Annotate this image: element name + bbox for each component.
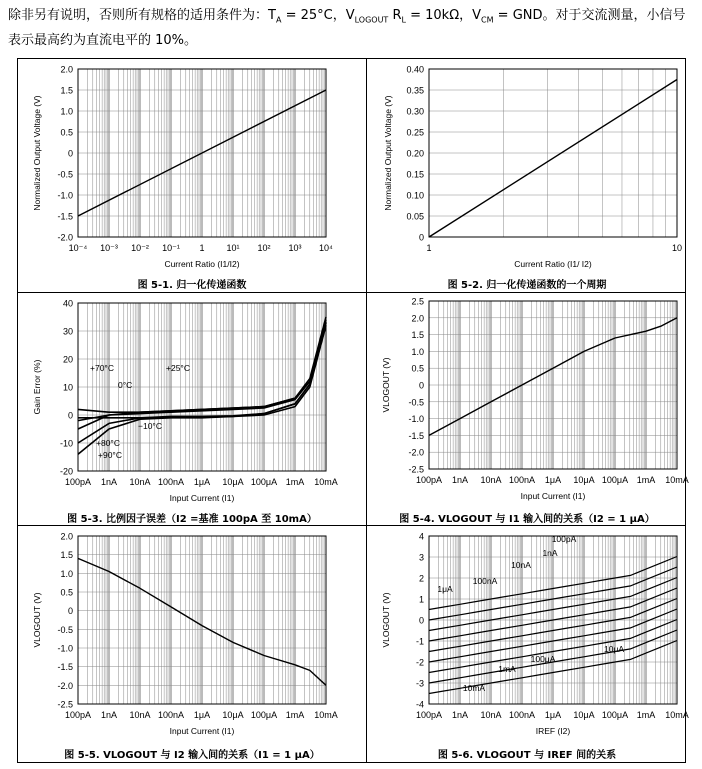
x-tick-label: 1mA [636, 710, 656, 720]
annotation-label: 0°C [118, 380, 133, 390]
y-tick-label: 1.0 [411, 346, 424, 357]
y-axis-label: Normalized Output Voltage (V) [32, 95, 42, 211]
annotation-label: 1mA [498, 664, 516, 674]
y-tick-label: -0.5 [408, 397, 424, 408]
x-tick-label: 10¹ [226, 243, 240, 253]
y-tick-label: -1.0 [57, 643, 73, 654]
y-tick-label: 0 [418, 615, 424, 626]
y-axis-label: Normalized Output Voltage (V) [383, 95, 393, 211]
y-tick-label: 0 [418, 232, 424, 243]
y-tick-label: -1.5 [57, 662, 73, 673]
x-tick-label: 10mA [665, 475, 689, 485]
y-tick-label: 0 [418, 380, 424, 391]
y-tick-label: -4 [415, 699, 424, 710]
chart-fig1 [18, 59, 366, 274]
annotation-label: 1nA [542, 548, 558, 558]
x-tick-label: 1 [426, 243, 432, 253]
y-tick-label: 0.30 [406, 106, 424, 117]
x-tick-label: 10nA [129, 477, 151, 487]
x-axis-label: Input Current (I1) [169, 726, 235, 736]
x-tick-label: 100nA [157, 477, 185, 487]
x-axis-label: Input Current (I1) [520, 491, 586, 501]
y-tick-label: 10 [62, 382, 73, 393]
chart-fig2 [367, 59, 687, 274]
annotation-label: +80°C [96, 438, 120, 448]
x-tick-label: 10⁻³ [100, 243, 118, 253]
x-tick-label: 10μA [222, 710, 244, 720]
annotation-label: 10μA [603, 644, 625, 654]
x-tick-label: 100nA [508, 475, 536, 485]
figure-3 [18, 293, 366, 525]
x-tick-label: 100pA [64, 477, 92, 487]
annotation-label: 100μA [530, 654, 556, 664]
caption-fig5: 图 5-5. VLOGOUT 与 I2 输入间的关系（I1 = 1 μA） [64, 750, 320, 761]
x-tick-label: 10 [671, 243, 683, 253]
y-axis-label: VLOGOUT (V) [381, 357, 391, 413]
x-tick-label: 10mA [314, 710, 338, 720]
x-tick-label: 10μA [573, 475, 595, 485]
x-tick-label: 100μA [250, 477, 278, 487]
x-tick-label: 1mA [285, 710, 305, 720]
y-axis-label: VLOGOUT (V) [32, 592, 42, 648]
x-tick-label: 10⁻¹ [162, 243, 180, 253]
y-tick-label: 0.5 [60, 587, 73, 598]
y-tick-label: 0 [67, 410, 73, 421]
y-tick-label: 0.20 [406, 148, 424, 159]
x-tick-label: 1μA [193, 477, 211, 487]
y-tick-label: 4 [418, 531, 424, 542]
x-tick-label: 1μA [544, 475, 562, 485]
y-tick-label: 2 [418, 573, 424, 584]
annotation-label: 100pA [551, 534, 577, 544]
x-tick-label: 10nA [480, 475, 502, 485]
y-tick-label: -3 [415, 678, 424, 689]
figure-1 [18, 59, 366, 292]
y-tick-label: 1.5 [411, 330, 424, 341]
figure-4 [367, 293, 687, 525]
x-tick-label: 100nA [508, 710, 536, 720]
y-tick-label: 1 [418, 594, 424, 605]
y-tick-label: -0.5 [57, 624, 73, 635]
annotation-label: 100nA [472, 576, 498, 586]
figure-6 [367, 526, 687, 764]
chart-fig3 [18, 293, 366, 507]
y-tick-label: 30 [62, 326, 73, 337]
y-tick-label: -1.0 [408, 414, 424, 425]
y-tick-label: 1.5 [60, 85, 73, 96]
x-tick-label: 100pA [64, 710, 92, 720]
x-tick-label: 100nA [157, 710, 185, 720]
y-tick-label: 0 [67, 606, 73, 617]
y-tick-label: 1.0 [60, 106, 73, 117]
x-tick-label: 1mA [636, 475, 656, 485]
annotation-label: −10°C [138, 421, 162, 431]
y-tick-label: -2.0 [57, 232, 73, 243]
y-tick-label: 1.5 [60, 550, 73, 561]
y-tick-label: -2.5 [57, 699, 73, 710]
y-tick-label: 0.5 [60, 127, 73, 138]
y-tick-label: -2.0 [57, 680, 73, 691]
x-axis-label: Input Current (I1) [169, 493, 235, 503]
figure-5 [18, 526, 366, 764]
y-axis-label: VLOGOUT (V) [381, 592, 391, 648]
y-tick-label: 2.0 [60, 64, 73, 75]
x-tick-label: 1mA [285, 477, 305, 487]
x-tick-label: 10μA [222, 477, 244, 487]
y-tick-label: 0 [67, 148, 73, 159]
x-tick-label: 100pA [415, 710, 443, 720]
series-line-vlogout [429, 80, 677, 238]
x-tick-label: 1 [199, 243, 205, 253]
chart-fig4 [367, 293, 687, 507]
intro-text: 除非另有说明，否则所有规格的适用条件为：$T_A = 25^\circ C$，$V_{LOGOUT}$ $R_L = 10k\Omega$，$V_{CM}$ = GND。对于交流测量，小信号表示最高约为直流电平的 10%。 [8, 8, 686, 48]
annotation-label: 10nA [511, 560, 531, 570]
y-tick-label: -2 [415, 657, 424, 668]
x-tick-label: 1nA [100, 477, 118, 487]
x-tick-label: 10nA [129, 710, 151, 720]
x-tick-label: 1nA [100, 710, 118, 720]
annotation-label: +25°C [166, 363, 190, 373]
y-tick-label: -1.0 [57, 190, 73, 201]
y-tick-label: 0.35 [406, 85, 424, 96]
x-tick-label: 10mA [314, 477, 338, 487]
y-tick-label: -10 [59, 438, 73, 449]
annotation-label: 1μA [437, 584, 453, 594]
x-tick-label: 10⁴ [319, 243, 333, 253]
y-tick-label: 20 [62, 354, 73, 365]
x-tick-label: 100μA [250, 710, 278, 720]
y-tick-label: 0.10 [406, 190, 424, 201]
annotation-label: +90°C [98, 450, 122, 460]
y-tick-label: 0.25 [406, 127, 424, 138]
y-tick-label: 1.0 [60, 568, 73, 579]
caption-fig1: 图 5-1. 归一化传递函数 [137, 280, 247, 291]
y-axis-label: Gain Error (%) [32, 359, 42, 415]
caption-fig2: 图 5-2. 归一化传递函数的一个周期 [447, 280, 607, 291]
x-tick-label: 1μA [193, 710, 211, 720]
y-tick-label: -2.5 [408, 464, 424, 475]
caption-fig6: 图 5-6. VLOGOUT 与 IREF 间的关系 [437, 750, 617, 761]
y-tick-label: -2.0 [408, 447, 424, 458]
x-tick-label: 100μA [601, 475, 629, 485]
x-tick-label: 10³ [288, 243, 302, 253]
x-tick-label: 100pA [415, 475, 443, 485]
y-tick-label: 2.0 [60, 531, 73, 542]
x-tick-label: 10⁻⁴ [68, 243, 88, 253]
y-tick-label: 0.5 [411, 363, 424, 374]
chart-fig5 [18, 526, 366, 741]
y-tick-label: 0.05 [406, 211, 424, 222]
y-tick-label: -0.5 [57, 169, 73, 180]
x-tick-label: 10² [257, 243, 271, 253]
chart-fig6 [367, 526, 687, 741]
annotation-label: 10mA [462, 683, 486, 693]
y-tick-label: 2.0 [411, 313, 424, 324]
y-tick-label: 0.40 [406, 64, 424, 75]
x-tick-label: 1nA [451, 710, 469, 720]
x-tick-label: 10μA [573, 710, 595, 720]
x-tick-label: 100μA [601, 710, 629, 720]
x-axis-label: Current Ratio (I1/I2) [164, 259, 240, 269]
x-tick-label: 1nA [451, 475, 469, 485]
x-tick-label: 10nA [480, 710, 502, 720]
x-axis-label: IREF (I2) [535, 726, 571, 736]
y-tick-label: -1.5 [408, 430, 424, 441]
annotation-label: +70°C [90, 363, 114, 373]
y-tick-label: -1 [415, 636, 424, 647]
caption-fig3: 图 5-3. 比例因子误差（I2 =基准 100pA 至 10mA） [67, 514, 317, 525]
x-axis-label: Current Ratio (I1/ I2) [514, 259, 592, 269]
y-tick-label: 2.5 [411, 296, 424, 307]
y-tick-label: 0.15 [406, 169, 424, 180]
x-tick-label: 10mA [665, 710, 689, 720]
caption-fig4: 图 5-4. VLOGOUT 与 I1 输入间的关系（I2 = 1 μA） [399, 514, 655, 525]
y-tick-label: -1.5 [57, 211, 73, 222]
y-tick-label: 3 [418, 552, 424, 563]
x-tick-label: 1μA [544, 710, 562, 720]
y-tick-label: -20 [59, 466, 73, 477]
figure-frame [17, 58, 689, 763]
x-tick-label: 10⁻² [131, 243, 149, 253]
y-tick-label: 40 [62, 298, 73, 309]
figure-2 [367, 59, 687, 292]
